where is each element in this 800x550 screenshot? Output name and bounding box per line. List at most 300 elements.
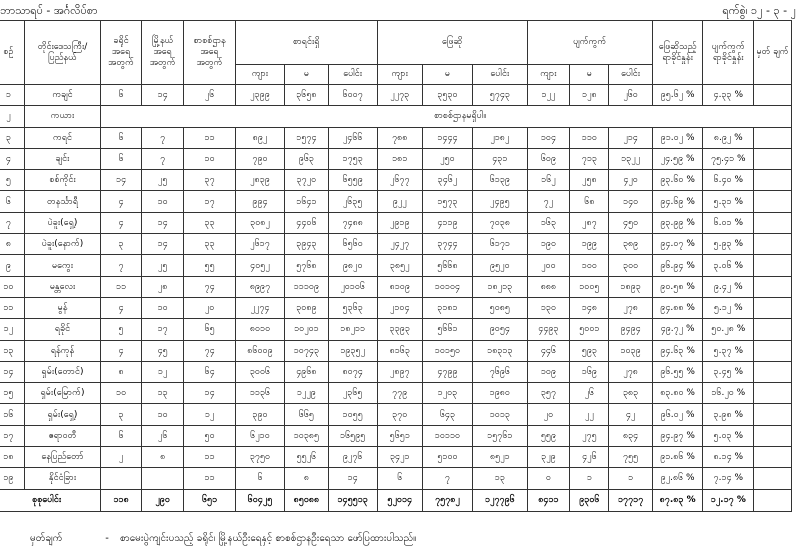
absent-percent: ၅.၉၃ % <box>703 234 754 255</box>
absent-male: ၃၂၉ <box>527 447 570 468</box>
row-number: ၇ <box>0 212 24 233</box>
registered-female: ၃၆၅၈ <box>285 85 328 106</box>
district-count: ၄ <box>101 340 142 361</box>
absent-male: ၁၆၃ <box>527 212 570 233</box>
row-number: ၉ <box>0 255 24 276</box>
center-count: ၁၄ <box>184 383 235 404</box>
district-count: ၈ <box>101 361 142 382</box>
absent-male: ၄၄၆ <box>527 340 570 361</box>
sat-female: ၆၄၃ <box>422 404 472 425</box>
sat-male: ၅၆၅၁ <box>377 425 422 446</box>
table-row <box>0 106 792 127</box>
absent-total: ၉၄၉၄ <box>609 319 652 340</box>
sat-total: ၁၈၂၁၃ <box>473 276 527 297</box>
absent-total: ၂၆၀ <box>609 85 652 106</box>
registered-female: ၁၅၇၄ <box>285 127 328 148</box>
absent-percent: ၉.၄၂ % <box>703 276 754 297</box>
absent-male: ၁၆၂ <box>527 170 570 191</box>
registered-total: ၂၃၆၅ <box>328 383 377 404</box>
sat-total: ၈၅၂၁ <box>473 447 527 468</box>
region-name: မန္တလေး <box>24 276 100 297</box>
registered-male: ၂၈၃၉ <box>235 170 285 191</box>
absent-female: ၂၂ <box>570 404 609 425</box>
registered-female: ၁၂၂၉ <box>285 383 328 404</box>
table-row <box>0 447 792 468</box>
absent-female: ၅၉၃ <box>570 340 609 361</box>
sat-total: ၉၅၂၀ <box>473 255 527 276</box>
table-row <box>0 148 792 169</box>
absent-male: ၈၈၈ <box>527 276 570 297</box>
header-center-count: စာစစ်ဌာန အရေ အတွက် <box>184 21 235 85</box>
township-count: ၁၄ <box>141 234 183 255</box>
subheader-total: ပေါင်း <box>609 65 652 85</box>
registered-total: ၆၅၅၉ <box>328 170 377 191</box>
district-count: ၃ <box>101 404 142 425</box>
township-count: ၁၀ <box>141 191 183 212</box>
sat-percent: ၄၉.၇၂ % <box>652 319 703 340</box>
table-row <box>0 340 792 361</box>
region-name: တနင်္သာရီ <box>24 191 100 212</box>
sat-total: ၂၄၉၅ <box>473 191 527 212</box>
footnote-dash: - <box>105 533 109 544</box>
absent-percent: ၃.၉၈ % <box>703 404 754 425</box>
absent-total: ၂၇၈ <box>609 297 652 318</box>
sat-female: ၁၄၄၄ <box>422 127 472 148</box>
sat-female: ၅၆၆၈ <box>422 255 472 276</box>
absent-percent: ၇၅.၄၁ % <box>703 148 754 169</box>
sat-percent: ၉၄.၆၃ % <box>652 340 703 361</box>
registered-male: ၆၀၄၂၅ <box>235 489 285 511</box>
region-name: ရှမ်း(တောင်) <box>24 361 100 382</box>
row-number: ၁၄ <box>0 361 24 382</box>
absent-female: ၂၆ <box>570 383 609 404</box>
remark-cell <box>754 276 792 297</box>
remark-cell <box>754 255 792 276</box>
sat-percent: ၉၅.၆၂ % <box>652 85 703 106</box>
township-count: ၂၈ <box>141 276 183 297</box>
registered-female: ၄၄၀၆ <box>285 212 328 233</box>
sat-male: ၅၂၀၁၄ <box>377 489 422 511</box>
sat-total: ၂၁၈၂ <box>473 127 527 148</box>
remark-cell <box>754 447 792 468</box>
row-number: ၁၈ <box>0 447 24 468</box>
sat-percent: ၈၇.၈၃ % <box>652 489 703 511</box>
header-sat-percent: ဖြေဆိုသည့် ရာခိုင်နှုန်း <box>652 21 703 85</box>
absent-female: ၉၃၀၆ <box>570 489 609 511</box>
district-count: ၆ <box>101 148 142 169</box>
row-number: ၅ <box>0 170 24 191</box>
sat-total: ၁၈၃၁၃ <box>473 340 527 361</box>
header-registered: စာရင်းရှိ <box>235 21 377 65</box>
registered-female: ၅၇၆၈ <box>285 255 328 276</box>
registered-male: ၈၉၂ <box>235 127 285 148</box>
region-name: ရှမ်း(မြောက်) <box>24 383 100 404</box>
township-count: ၁၄ <box>141 85 183 106</box>
absent-female: ၁ <box>570 468 609 489</box>
row-number: ၈ <box>0 234 24 255</box>
sat-percent: ၉၁.၀၂ % <box>652 127 703 148</box>
district-count: ၁၀ <box>101 383 142 404</box>
registered-female: ၁၀၃၈၅ <box>285 425 328 446</box>
sat-female: ၁၀၁၁၀ <box>422 425 472 446</box>
registered-total: ၂၆၃၅ <box>328 191 377 212</box>
absent-female: ၇၁၃ <box>570 148 609 169</box>
sat-male: ၂၈၉၇ <box>377 361 422 382</box>
center-count: ၂၆ <box>184 85 235 106</box>
center-count: ၃၃ <box>184 212 235 233</box>
sat-percent: ၉၆.၅၅ % <box>652 361 703 382</box>
district-count: ၃ <box>101 234 142 255</box>
center-count: ၅၀ <box>184 425 235 446</box>
registered-total: ၁၉၃၅၂ <box>328 340 377 361</box>
absent-male: ၄၄၉၃ <box>527 319 570 340</box>
region-name: ရှမ်း(ရှေ့) <box>24 404 100 425</box>
subheader-female: မ <box>285 65 328 85</box>
sat-male: ၂၂၇၃ <box>377 85 422 106</box>
township-count: ၇ <box>141 127 183 148</box>
table-row <box>0 85 792 106</box>
sat-total: ၁၂၇၇၉၆ <box>473 489 527 511</box>
sat-female: ၁၀၁၅၀ <box>422 340 472 361</box>
township-count: ၁၂ <box>141 361 183 382</box>
absent-percent: ၆.၄၀ % <box>703 170 754 191</box>
absent-female: ၂၈၇ <box>570 212 609 233</box>
registered-male: ၈၆၀၀၉ <box>235 340 285 361</box>
registered-female: ၁၀၂၀၁ <box>285 319 328 340</box>
table-row <box>0 425 792 446</box>
header-district-count: ခရိုင် အရေ အတွက် <box>101 21 142 85</box>
sat-percent: ၉၆.၀၂ % <box>652 404 703 425</box>
sat-percent: ၉၄.၆၉ % <box>652 191 703 212</box>
sat-female: ၂၅၀ <box>422 148 472 169</box>
absent-total: ၃၀၀ <box>609 255 652 276</box>
registered-female: ၈၅၀၈၈ <box>285 489 328 511</box>
registered-total: ၁၇၅၃ <box>328 148 377 169</box>
district-count: ၅ <box>101 319 142 340</box>
center-count: ၆၅၁ <box>184 489 235 511</box>
absent-total: ၁၈၉၃ <box>609 276 652 297</box>
registered-total: ၁၄၅၅၁၃ <box>328 489 377 511</box>
sat-total: ၁၃ <box>473 468 527 489</box>
center-count: ၁၁ <box>184 468 235 489</box>
table-row <box>0 468 792 489</box>
row-number: ၁၅ <box>0 383 24 404</box>
subheader-female: မ <box>570 65 609 85</box>
remark-cell <box>754 340 792 361</box>
district-count: ၆ <box>101 85 142 106</box>
sat-male: ၈၁၆၃ <box>377 340 422 361</box>
row-number: ၁၇ <box>0 425 24 446</box>
absent-percent: ၅၀.၂၈ % <box>703 319 754 340</box>
absent-female: ၂၅၈ <box>570 170 609 191</box>
center-count: ၁၀ <box>184 148 235 169</box>
registered-female: ၁၁၁၀၉ <box>285 276 328 297</box>
table-body <box>0 85 792 512</box>
subheader-total: ပေါင်း <box>328 65 377 85</box>
township-count: ၂၅ <box>141 170 183 191</box>
absent-male: ၁၀၄ <box>527 127 570 148</box>
registered-male: ၆၂၁၀ <box>235 425 285 446</box>
header-remark: မှတ် ချက် <box>754 21 792 85</box>
sat-female: ၃၇၄၄ <box>422 234 472 255</box>
absent-percent: ၆.၀၁ % <box>703 212 754 233</box>
center-count: ၆၅ <box>184 319 235 340</box>
absent-female: ၆၈ <box>570 191 609 212</box>
absent-male: ၂၀ <box>527 404 570 425</box>
row-number: ၁၃ <box>0 340 24 361</box>
sat-female: ၃၄၆၂ <box>422 170 472 191</box>
registered-male: ၁၁၃၆ <box>235 383 285 404</box>
subject-title: ဘာသာရပ် - အင်္ဂလိပ်စာ <box>0 4 98 17</box>
region-name: စစ်ကိုင်း <box>24 170 100 191</box>
subheader-male: ကျား <box>377 65 422 85</box>
sat-male: ၂၆၇၇ <box>377 170 422 191</box>
absent-total: ၄၂၀ <box>609 170 652 191</box>
table-row <box>0 404 792 425</box>
sat-percent: ၉၄.၀၇ % <box>652 234 703 255</box>
registered-female: ၃၀၈၉ <box>285 297 328 318</box>
sat-male: ၆ <box>377 468 422 489</box>
sat-female: ၃၁၈၁ <box>422 297 472 318</box>
absent-female: ၁၁၀ <box>570 127 609 148</box>
subheader-male: ကျား <box>527 65 570 85</box>
sat-male: ၃၇၀ <box>377 404 422 425</box>
township-count: ၁၀ <box>141 404 183 425</box>
sat-female: ၄၁၁၉ <box>422 212 472 233</box>
sat-percent: ၉၀.၅၈ % <box>652 276 703 297</box>
sat-total: ၇၆၉၆ <box>473 361 527 382</box>
absent-male: ၆၀၉ <box>527 148 570 169</box>
registered-male: ၉၉၄ <box>235 191 285 212</box>
registered-total: ၉၂၇၆ <box>328 447 377 468</box>
registered-male: ၃၀၀၆ <box>235 361 285 382</box>
header-region: တိုင်းဒေသကြီး/ ပြည်နယ် <box>24 21 100 85</box>
row-number: ၁၉ <box>0 468 24 489</box>
absent-percent: ၅.၁၂ % <box>703 297 754 318</box>
registered-male: ၂၆၁၇ <box>235 234 285 255</box>
absent-total: ၁ <box>609 468 652 489</box>
registered-total: ၆၀၀၇ <box>328 85 377 106</box>
district-count: ၁၁ <box>101 276 142 297</box>
township-count: ၁၄ <box>141 212 183 233</box>
absent-percent: ၅.၀၃ % <box>703 425 754 446</box>
absent-female: ၁၆၉ <box>570 361 609 382</box>
absent-percent: ၁၆.၂၀ % <box>703 383 754 404</box>
registered-female: ၄၉၆၈ <box>285 361 328 382</box>
absent-total: ၂၁၄ <box>609 127 652 148</box>
sat-total: ၇၀၃၈ <box>473 212 527 233</box>
absent-female: ၄၂၆ <box>570 447 609 468</box>
absent-male: ၁၉၀ <box>527 234 570 255</box>
table-row <box>0 319 792 340</box>
absent-female: ၁၄၈ <box>570 297 609 318</box>
sat-total: ၅၀၈၅ <box>473 297 527 318</box>
district-count: ၄ <box>101 191 142 212</box>
registered-female: ၁၆၄၁ <box>285 191 328 212</box>
absent-total: ၁၇၇၁၇ <box>609 489 652 511</box>
region-name: ပဲခူး(ရှေ့) <box>24 212 100 233</box>
district-count: ၆ <box>101 127 142 148</box>
header-absent: ပျက်ကွက် <box>527 21 652 65</box>
remark-cell <box>754 319 792 340</box>
registered-female: ၆၆၅ <box>285 404 328 425</box>
sat-percent: ၉၄.၉၇ % <box>652 425 703 446</box>
absent-total: ၃၈၃ <box>609 383 652 404</box>
row-number: ၁ <box>0 85 24 106</box>
absent-male: ၅၅၉ <box>527 425 570 446</box>
absent-male: ၁၀၉ <box>527 361 570 382</box>
sat-male: ၃၃၉၃ <box>377 319 422 340</box>
absent-percent: ၅.၃၇ % <box>703 340 754 361</box>
row-number: ၁၀ <box>0 276 24 297</box>
center-count: ၂၀ <box>184 297 235 318</box>
sat-male: ၇၈၈ <box>377 127 422 148</box>
region-name: မကွေး <box>24 255 100 276</box>
subheader-female: မ <box>422 65 472 85</box>
township-count: ၁၇ <box>141 319 183 340</box>
absent-female: ၁၉၉ <box>570 234 609 255</box>
absent-percent: ၈.၉၂ % <box>703 127 754 148</box>
registered-female: ၁၀၇၄၃ <box>285 340 328 361</box>
center-count: ၁၁ <box>184 447 235 468</box>
absent-female: ၁၀၀ <box>570 255 609 276</box>
remark-cell <box>754 489 792 511</box>
registered-total: ၁၀၅၅ <box>328 404 377 425</box>
registered-total: ၂၄၆၆ <box>328 127 377 148</box>
registered-total: ၈၀၇၄ <box>328 361 377 382</box>
registered-total: ၁၈၂၁၁ <box>328 319 377 340</box>
table-row <box>0 127 792 148</box>
sat-percent: ၈၃.၈၀ % <box>652 383 703 404</box>
absent-total: ၈၃၄ <box>609 425 652 446</box>
merged-note: စာစစ်ဌာနမရှိပါ။ <box>101 106 792 127</box>
table-row <box>0 276 792 297</box>
district-count: ၄ <box>101 212 142 233</box>
sat-total: ၆၁၇၁ <box>473 234 527 255</box>
registered-male: ၆ <box>235 468 285 489</box>
registered-total: ၁၆၅၉၅ <box>328 425 377 446</box>
region-name: ကယား <box>24 106 100 127</box>
table-row <box>0 361 792 382</box>
district-count: ၄ <box>101 297 142 318</box>
center-count: ၃၃ <box>184 234 235 255</box>
sat-female: ၇ <box>422 468 472 489</box>
report-date: ရက်စွဲ၊ ၁၂ - ၃ - ၂ <box>722 4 796 17</box>
district-count: ၇ <box>101 255 142 276</box>
absent-female: ၁၂၈ <box>570 85 609 106</box>
subheader-total: ပေါင်း <box>473 65 527 85</box>
footnote-text: စာမေးပွဲကျင်းပသည့် ခရိုင်၊ မြို့နယ်ဦးရေနှင့် စာစစ်ဌာနဦးရေသာ ဖော်ပြထားပါသည်။ <box>120 533 417 544</box>
total-row <box>0 489 792 511</box>
registered-male: ၈၀၁၀ <box>235 319 285 340</box>
absent-male: ၀ <box>527 468 570 489</box>
header-absent-percent: ပျက်ကွက် ရာခိုင်နှုန်း <box>703 21 754 85</box>
sat-percent: ၉၃.၆၀ % <box>652 170 703 191</box>
sat-female: ၁၂၀၃ <box>422 383 472 404</box>
township-count: ၁၃ <box>141 383 183 404</box>
remark-cell <box>754 361 792 382</box>
remark-cell <box>754 234 792 255</box>
sat-total: ၁၅၇၆၁ <box>473 425 527 446</box>
remark-cell <box>754 212 792 233</box>
sat-total: ၅၇၄၃ <box>473 85 527 106</box>
absent-percent: ၁၂.၁၇ % <box>703 489 754 511</box>
registered-female: ၉၆၃ <box>285 148 328 169</box>
row-number: ၁၂ <box>0 319 24 340</box>
sat-male: ၃၄၂၁ <box>377 447 422 468</box>
center-count: ၃၇ <box>184 170 235 191</box>
header-no: စဉ် <box>0 21 24 85</box>
sat-total: ၁၀၁၃ <box>473 404 527 425</box>
absent-total: ၁၀၃၉ <box>609 340 652 361</box>
registered-female: ၃၇၂၀ <box>285 170 328 191</box>
region-name: ချင်း <box>24 148 100 169</box>
remark-cell <box>754 468 792 489</box>
region-name: မွန် <box>24 297 100 318</box>
registered-male: ၂၂၇၄ <box>235 297 285 318</box>
remark-cell <box>754 425 792 446</box>
absent-male: ၂၀၀ <box>527 255 570 276</box>
center-count: ၁၁ <box>184 127 235 148</box>
registered-male: ၈၉၉၇ <box>235 276 285 297</box>
registered-total: ၉၈၂၀ <box>328 255 377 276</box>
footnote <box>30 531 416 546</box>
remark-cell <box>754 127 792 148</box>
registered-total: ၂၀၁၀၆ <box>328 276 377 297</box>
region-name: ရခိုင် <box>24 319 100 340</box>
region-name: ကချင် <box>24 85 100 106</box>
sat-percent: ၉၃.၉၉ % <box>652 212 703 233</box>
absent-percent: ၄.၃၃ % <box>703 85 754 106</box>
absent-percent: ၈.၁၄ % <box>703 447 754 468</box>
sat-male: ၂၄၂၇ <box>377 234 422 255</box>
sat-female: ၁၀၁၀၄ <box>422 276 472 297</box>
remark-cell <box>754 148 792 169</box>
absent-male: ၁၃၀ <box>527 297 570 318</box>
center-count: ၁၂ <box>184 404 235 425</box>
township-count: ၇ <box>141 148 183 169</box>
absent-percent: ၃.၄၅ % <box>703 361 754 382</box>
row-number: ၁၆ <box>0 404 24 425</box>
absent-total: ၂၇၈ <box>609 361 652 382</box>
sat-male: ၃၈၅၂ <box>377 255 422 276</box>
absent-total: ၇၅၅ <box>609 447 652 468</box>
township-count: ၂၅ <box>141 255 183 276</box>
sat-female: ၅၁၀၀ <box>422 447 472 468</box>
registered-total: ၆၅၆၀ <box>328 234 377 255</box>
row-number: ၄ <box>0 148 24 169</box>
footnote-label: မှတ်ချက် <box>30 533 63 544</box>
absent-percent: ၅.၃၁ % <box>703 191 754 212</box>
absent-female: ၂၇၅ <box>570 425 609 446</box>
sat-male: ၈၁၀၉ <box>377 276 422 297</box>
remark-cell <box>754 85 792 106</box>
sat-female: ၁၅၇၃ <box>422 191 472 212</box>
sat-female: ၅၆၆၁ <box>422 319 472 340</box>
subheader-male: ကျား <box>235 65 285 85</box>
remark-cell <box>754 191 792 212</box>
absent-female: ၅၀၀၁ <box>570 319 609 340</box>
district-count <box>101 468 142 489</box>
township-count: ၈ <box>141 447 183 468</box>
center-count: ၁၇ <box>184 191 235 212</box>
center-count: ၇၄ <box>184 340 235 361</box>
sat-percent: ၂၄.၅၉ % <box>652 148 703 169</box>
district-count: ၁၄ <box>101 170 142 191</box>
sat-male: ၂၉၁၉ <box>377 212 422 233</box>
absent-female: ၁၀၀၅ <box>570 276 609 297</box>
remark-cell <box>754 297 792 318</box>
